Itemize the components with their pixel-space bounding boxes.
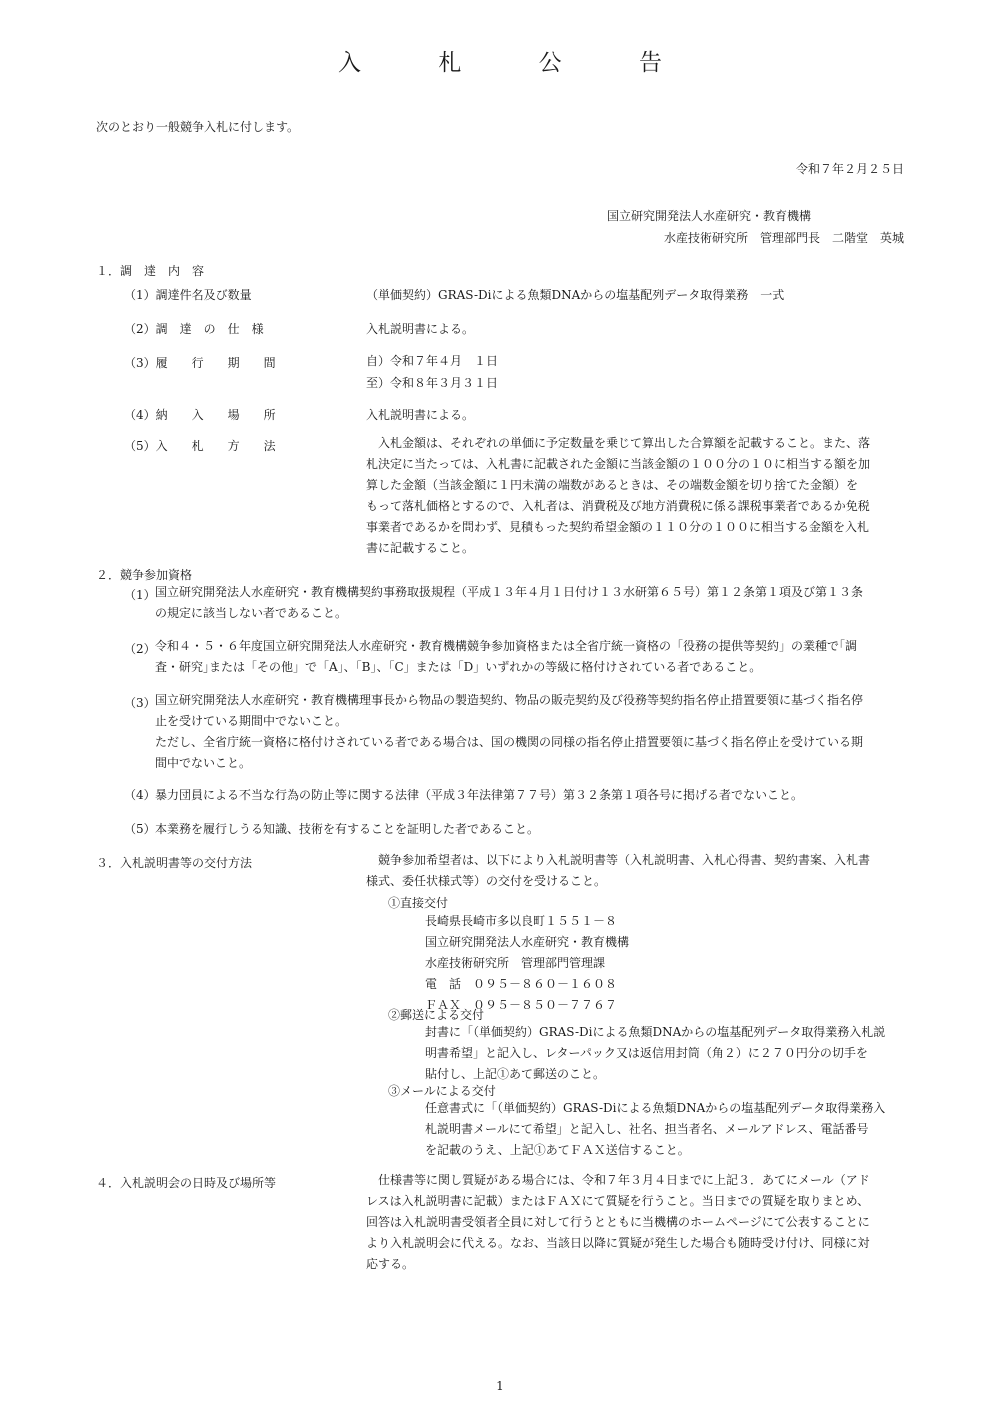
qual-item-5-text: 本業務を履行しうる知識、技術を有することを証明した者であること。 [155, 822, 540, 836]
item-value-period-to: 至）令和８年３月３１日 [366, 376, 499, 390]
section4-text: 仕様書等に関し質疑がある場合には、令和７年３月４日までに上記３．あてにメール（アド レスは入札説明書に記載）またはＦＡＸにて質疑を行うこと。当日までの質疑を取りまとめ、 回答は入札説明書受領者全員に対して行うとともに当機構のホームページにて公表することに より入札説明会に代える。なお、当該日以降に質疑が発生した場合も随時受け付け、同様に対 応する。 [366, 1173, 870, 1271]
issuer-person: 水産技術研究所 管理部門長 二階堂 英城 [663, 231, 904, 245]
item-label-period: （3）履 行 期 間 [124, 356, 276, 370]
qual-item-3-text: 国立研究開発法人水産研究・教育機構理事長から物品の製造契約、物品の販売契約及び役務等契約指名停止措置要領に基づく指名停 止を受けている期間中でないこと。 ただし、全省庁統一資格に格付けされている者である場合は、国の機関の同様の指名停止措置要領に基づく指名停止を受けている期 間中でないこと。 [155, 693, 864, 770]
mail-delivery-text: 封書に「（単価契約）GRAS-Diによる魚類DNAからの塩基配列データ取得業務入札説 明書希望」と記入し、レターパック又は返信用封筒（角２）に２７０円分の切手を 貼付し、上記①あて郵送のこと。 [425, 1025, 886, 1081]
qual-item-2-num: （2） [124, 642, 156, 656]
item-value-quantity: （単価契約）GRAS-Diによる魚類DNAからの塩基配列データ取得業務 一式 [366, 288, 785, 302]
section1-heading: １．調 達 内 容 [96, 264, 205, 278]
page-title: 入 札 公 告 [338, 50, 697, 76]
mail-delivery-label: ②郵送による交付 [388, 1008, 485, 1022]
qual-item-4-num: （4） [124, 788, 156, 802]
qual-item-3-num: （3） [124, 696, 156, 710]
item-value-method: 入札金額は、それぞれの単価に予定数量を乗じて算出した合算額を記載すること。また、落 札決定に当たっては、入札書に記載された金額に当該金額の１００分の１０に相当する額を加 算した金額（当該金額に１円未満の端数があるときは、その端数金額を切り捨てた金額）を もって落札価格とするので、入札者は、消費税及び地方消費税に係る課税事業者であるか免税 事業者であるかを問わず、見積もった契約希望金額の１１０分の１００に相当する金額を入札 書に記載すること。 [366, 436, 871, 555]
qual-item-1-num: （1） [124, 588, 156, 602]
page-number: 1 [496, 1379, 504, 1393]
qual-item-5-num: （5） [124, 822, 156, 836]
intro-text: 次のとおり一般競争入札に付します。 [96, 120, 300, 134]
section3-heading: ３．入札説明書等の交付方法 [96, 856, 253, 870]
direct-delivery-label: ①直接交付 [388, 896, 449, 910]
item-value-period-from: 自）令和７年４月 １日 [366, 354, 499, 368]
item-label-method: （5）入 札 方 法 [124, 439, 276, 453]
item-label-delivery: （4）納 入 場 所 [124, 408, 276, 422]
email-delivery-text: 任意書式に「（単価契約）GRAS-Diによる魚類DNAからの塩基配列データ取得業務入 札説明書メールにて希望」と記入し、社名、担当者名、メールアドレス、電話番号 を記載のうえ、上記①あてＦＡＸ送信すること。 [425, 1101, 886, 1157]
qual-item-2-text: 令和４・５・６年度国立研究開発法人水産研究・教育機構競争参加資格または全省庁統一資格の「役務の提供等契約」の業種で｢調 査・研究｣または「その他」で「A」、「B」、「C」または「D」いずれかの等級に格付けされている者であること。 [155, 639, 858, 674]
notice-date: 令和７年２月２５日 [795, 162, 904, 176]
item-label-quantity: （1）調達件名及び数量 [124, 288, 252, 302]
section2-heading: ２．競争参加資格 [96, 568, 193, 582]
section4-heading: ４．入札説明会の日時及び場所等 [96, 1176, 277, 1190]
section3-intro: 競争参加希望者は、以下により入札説明書等（入札説明書、入札心得書、契約書案、入札書 様式、委任状様式等）の交付を受けること。 [366, 853, 871, 888]
direct-delivery-address: 長崎県長崎市多以良町１５５１－８ 国立研究開発法人水産研究・教育機構 水産技術研究所 管理部門管理課 電 話 ０９５－８６０－１６０８ ＦＡＸ ０９５－８５０－７７６７ [425, 914, 630, 1012]
qual-item-4-text: 暴力団員による不当な行為の防止等に関する法律（平成３年法律第７７号）第３２条第１項各号に掲げる者でないこと。 [155, 788, 804, 802]
item-value-delivery: 入札説明書による。 [366, 408, 475, 422]
qual-item-1-text: 国立研究開発法人水産研究・教育機構契約事務取扱規程（平成１３年４月１日付け１３水研第６５号）第１２条第１項及び第１３条 の規定に該当しない者であること。 [155, 585, 864, 620]
item-value-spec: 入札説明書による。 [366, 322, 475, 336]
item-label-spec: （2）調 達 の 仕 様 [124, 322, 264, 336]
issuer-org: 国立研究開発法人水産研究・教育機構 [607, 209, 812, 223]
email-delivery-label: ③メールによる交付 [388, 1084, 496, 1098]
